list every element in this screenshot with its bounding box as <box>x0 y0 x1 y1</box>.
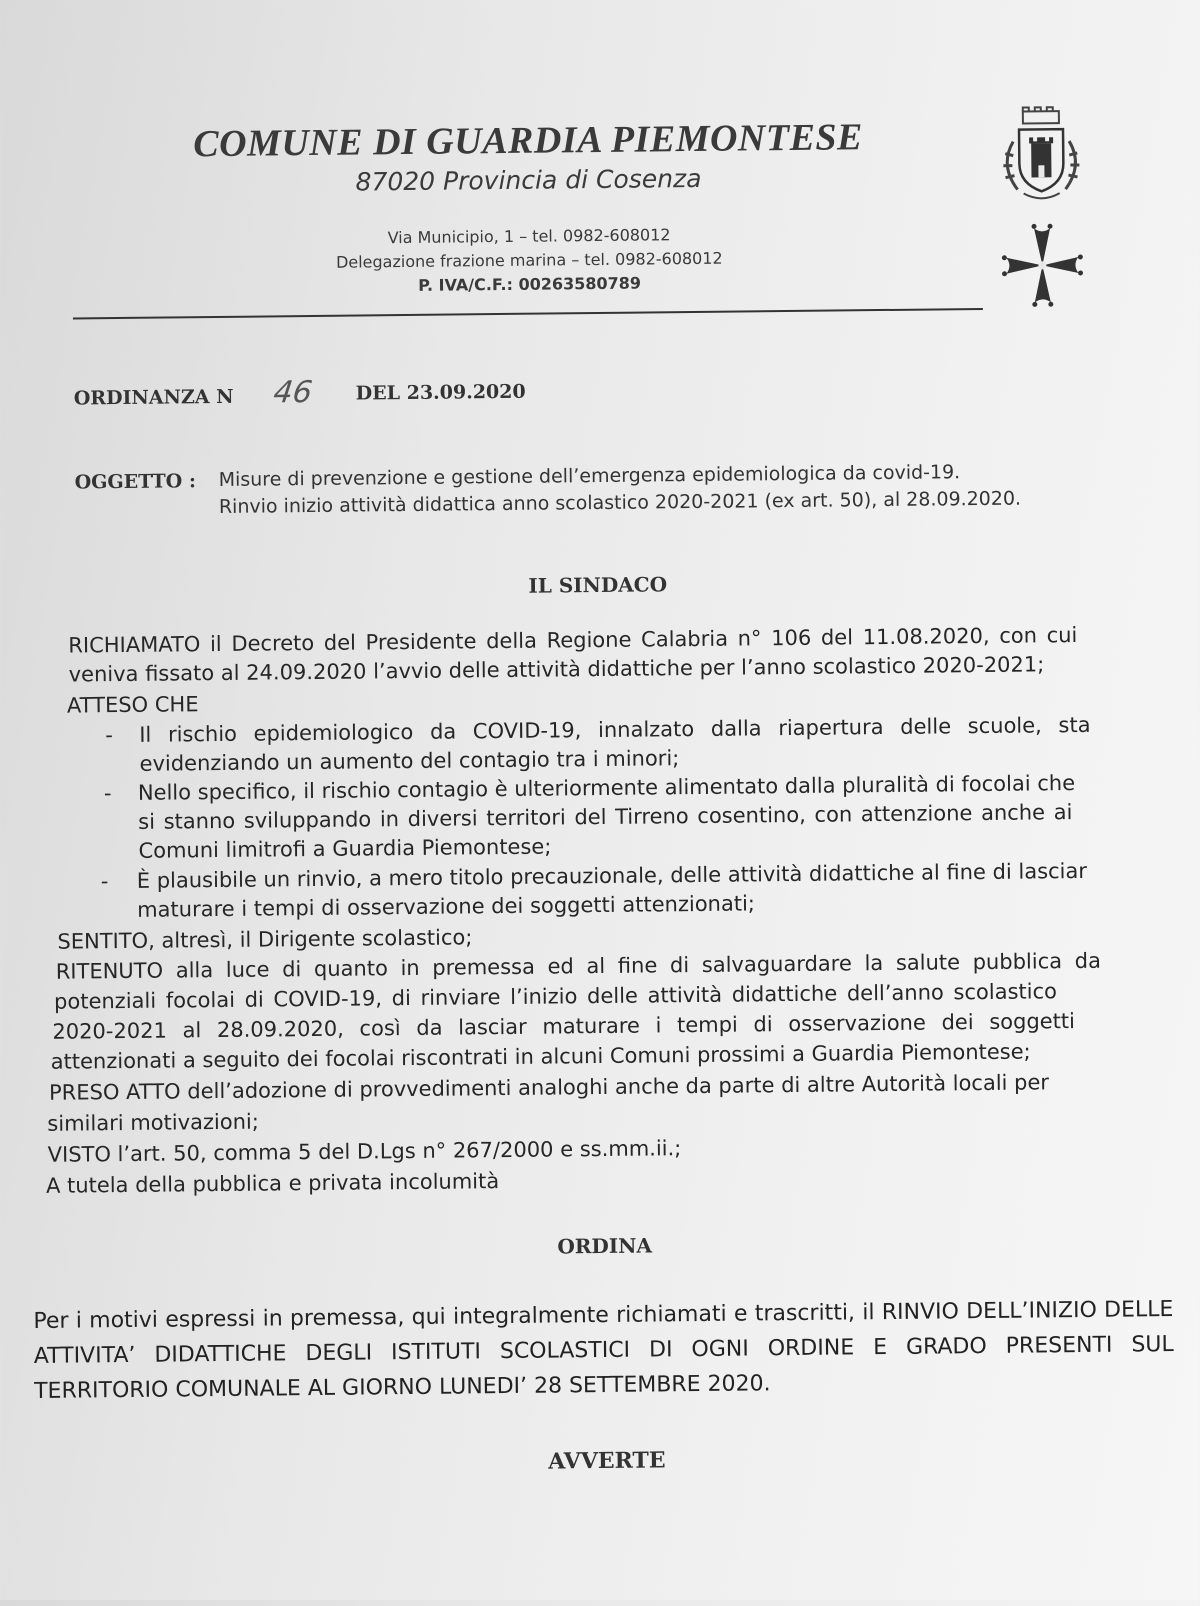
ordinance-date: DEL 23.09.2020 <box>355 380 526 405</box>
body-line-sentito: SENTITO, altresì, il Dirigente scolastico; <box>57 925 473 954</box>
bullet-dash: - <box>103 781 112 806</box>
delegation-line: Delegazione frazione marina – tel. 0982-608012 <box>335 248 723 272</box>
municipality-title: COMUNE DI GUARDIA PIEMONTESE <box>193 116 864 166</box>
bullet-dash: - <box>100 869 109 894</box>
address-line: Via Municipio, 1 – tel. 0982-608012 <box>387 225 671 248</box>
body-line-ritenuto-4: attenzionati a seguito dei focolai riscontrati in alcuni Comuni prossimi a Guardia Piemontese; <box>50 1039 1031 1074</box>
body-line-ritenuto-2: potenziali focolai di COVID-19, di rinviare l’inizio delle attività didattiche dell’anno scolastico <box>53 979 1058 1014</box>
body-line-preso-atto-2: similari motivazioni; <box>47 1109 259 1136</box>
body-line-richiamato-cont: veniva fissato al 24.09.2020 l’avvio delle attività didattiche per l’anno scolastico 2020-2021; <box>68 652 1045 687</box>
vat-line: P. IVA/C.F.: 00263580789 <box>418 273 642 295</box>
body-line-ritenuto: RITENUTO alla luce di quanto in premessa ed al fine di salvaguardare la salute pubblica da <box>55 948 1102 984</box>
bullet-2-line-1: Nello specifico, il rischio contagio è ulteriormente alimentato dalla pluralità di focolai che <box>137 771 1076 805</box>
bullet-1-line-2: evidenziando un aumento del contagio tra i minori; <box>139 746 680 776</box>
town-crest-icon <box>993 105 1090 206</box>
ordina-heading: ORDINA <box>557 1233 653 1259</box>
bullet-dash: - <box>105 723 113 748</box>
subject-line-1: Misure di prevenzione e gestione dell’emergenza epidemiologica da covid-19. <box>218 461 961 491</box>
province-subtitle: 87020 Provincia di Cosenza <box>355 163 702 197</box>
subject-text <box>218 458 1095 521</box>
occitan-cross-icon <box>994 220 1091 311</box>
subject-label: OGGETTO : <box>74 470 197 494</box>
bullet-1-line-1: Il rischio epidemiologico da COVID-19, innalzato dalla riapertura delle scuole, sta <box>139 712 1091 747</box>
body-line-richiamato: RICHIAMATO il Decreto del Presidente della Regione Calabria n° 106 del 11.08.2020, con cui <box>68 622 1078 658</box>
avverte-heading: AVVERTE <box>548 1447 666 1475</box>
ordinance-number: 46 <box>271 374 315 411</box>
body-line-tutela: A tutela della pubblica e privata incolumità <box>45 1169 500 1198</box>
subject-line-2: Rinvio inizio attività didattica anno scolastico 2020-2021 (ex art. 50), al 28.09.2020. <box>218 487 1022 518</box>
bullet-3-line-1: È plausibile un rinvio, a mero titolo precauzionale, delle attività didattiche al fine di lasciar <box>136 858 1088 893</box>
bullet-2-line-3: Comuni limitrofi a Guardia Piemontese; <box>138 834 552 863</box>
body-line-atteso: ATTESO CHE <box>66 692 199 718</box>
ordinance-label: ORDINANZA N <box>73 385 234 410</box>
body-line-ritenuto-3: 2020-2021 al 28.09.2020, così da lasciar maturare i tempi di osservazione dei soggetti <box>52 1009 1076 1044</box>
bullet-2-line-2: si stanno sviluppando in diversi territori del Tirreno cosentino, con attenzione anche ai <box>138 800 1073 834</box>
sindaco-heading: IL SINDACO <box>528 572 668 598</box>
ordina-text: Per i motivi espressi in premessa, qui integralmente richiamati e trascritti, il RINVIO DELL’INIZIO DELLE ATTIVITA’ DIDATTICHE DEGLI ISTITUTI SCOLASTICI DI OGNI ORDINE E GRADO PRESENTI SUL TERRITORIO COMUNALE AL GIORNO LUNEDI’ 28 SETTEMBRE 2020. <box>33 1297 1174 1404</box>
header-divider <box>73 308 983 320</box>
body-line-preso-atto: PRESO ATTO dell’adozione di provvedimenti analoghi anche da parte di altre Autorità locali per <box>48 1070 1050 1105</box>
bullet-3-line-2: maturare i tempi di osservazione dei soggetti attenzionati; <box>136 891 756 922</box>
body-line-visto: VISTO l’art. 50, comma 5 del D.Lgs n° 267/2000 e ss.mm.ii.; <box>47 1136 682 1167</box>
